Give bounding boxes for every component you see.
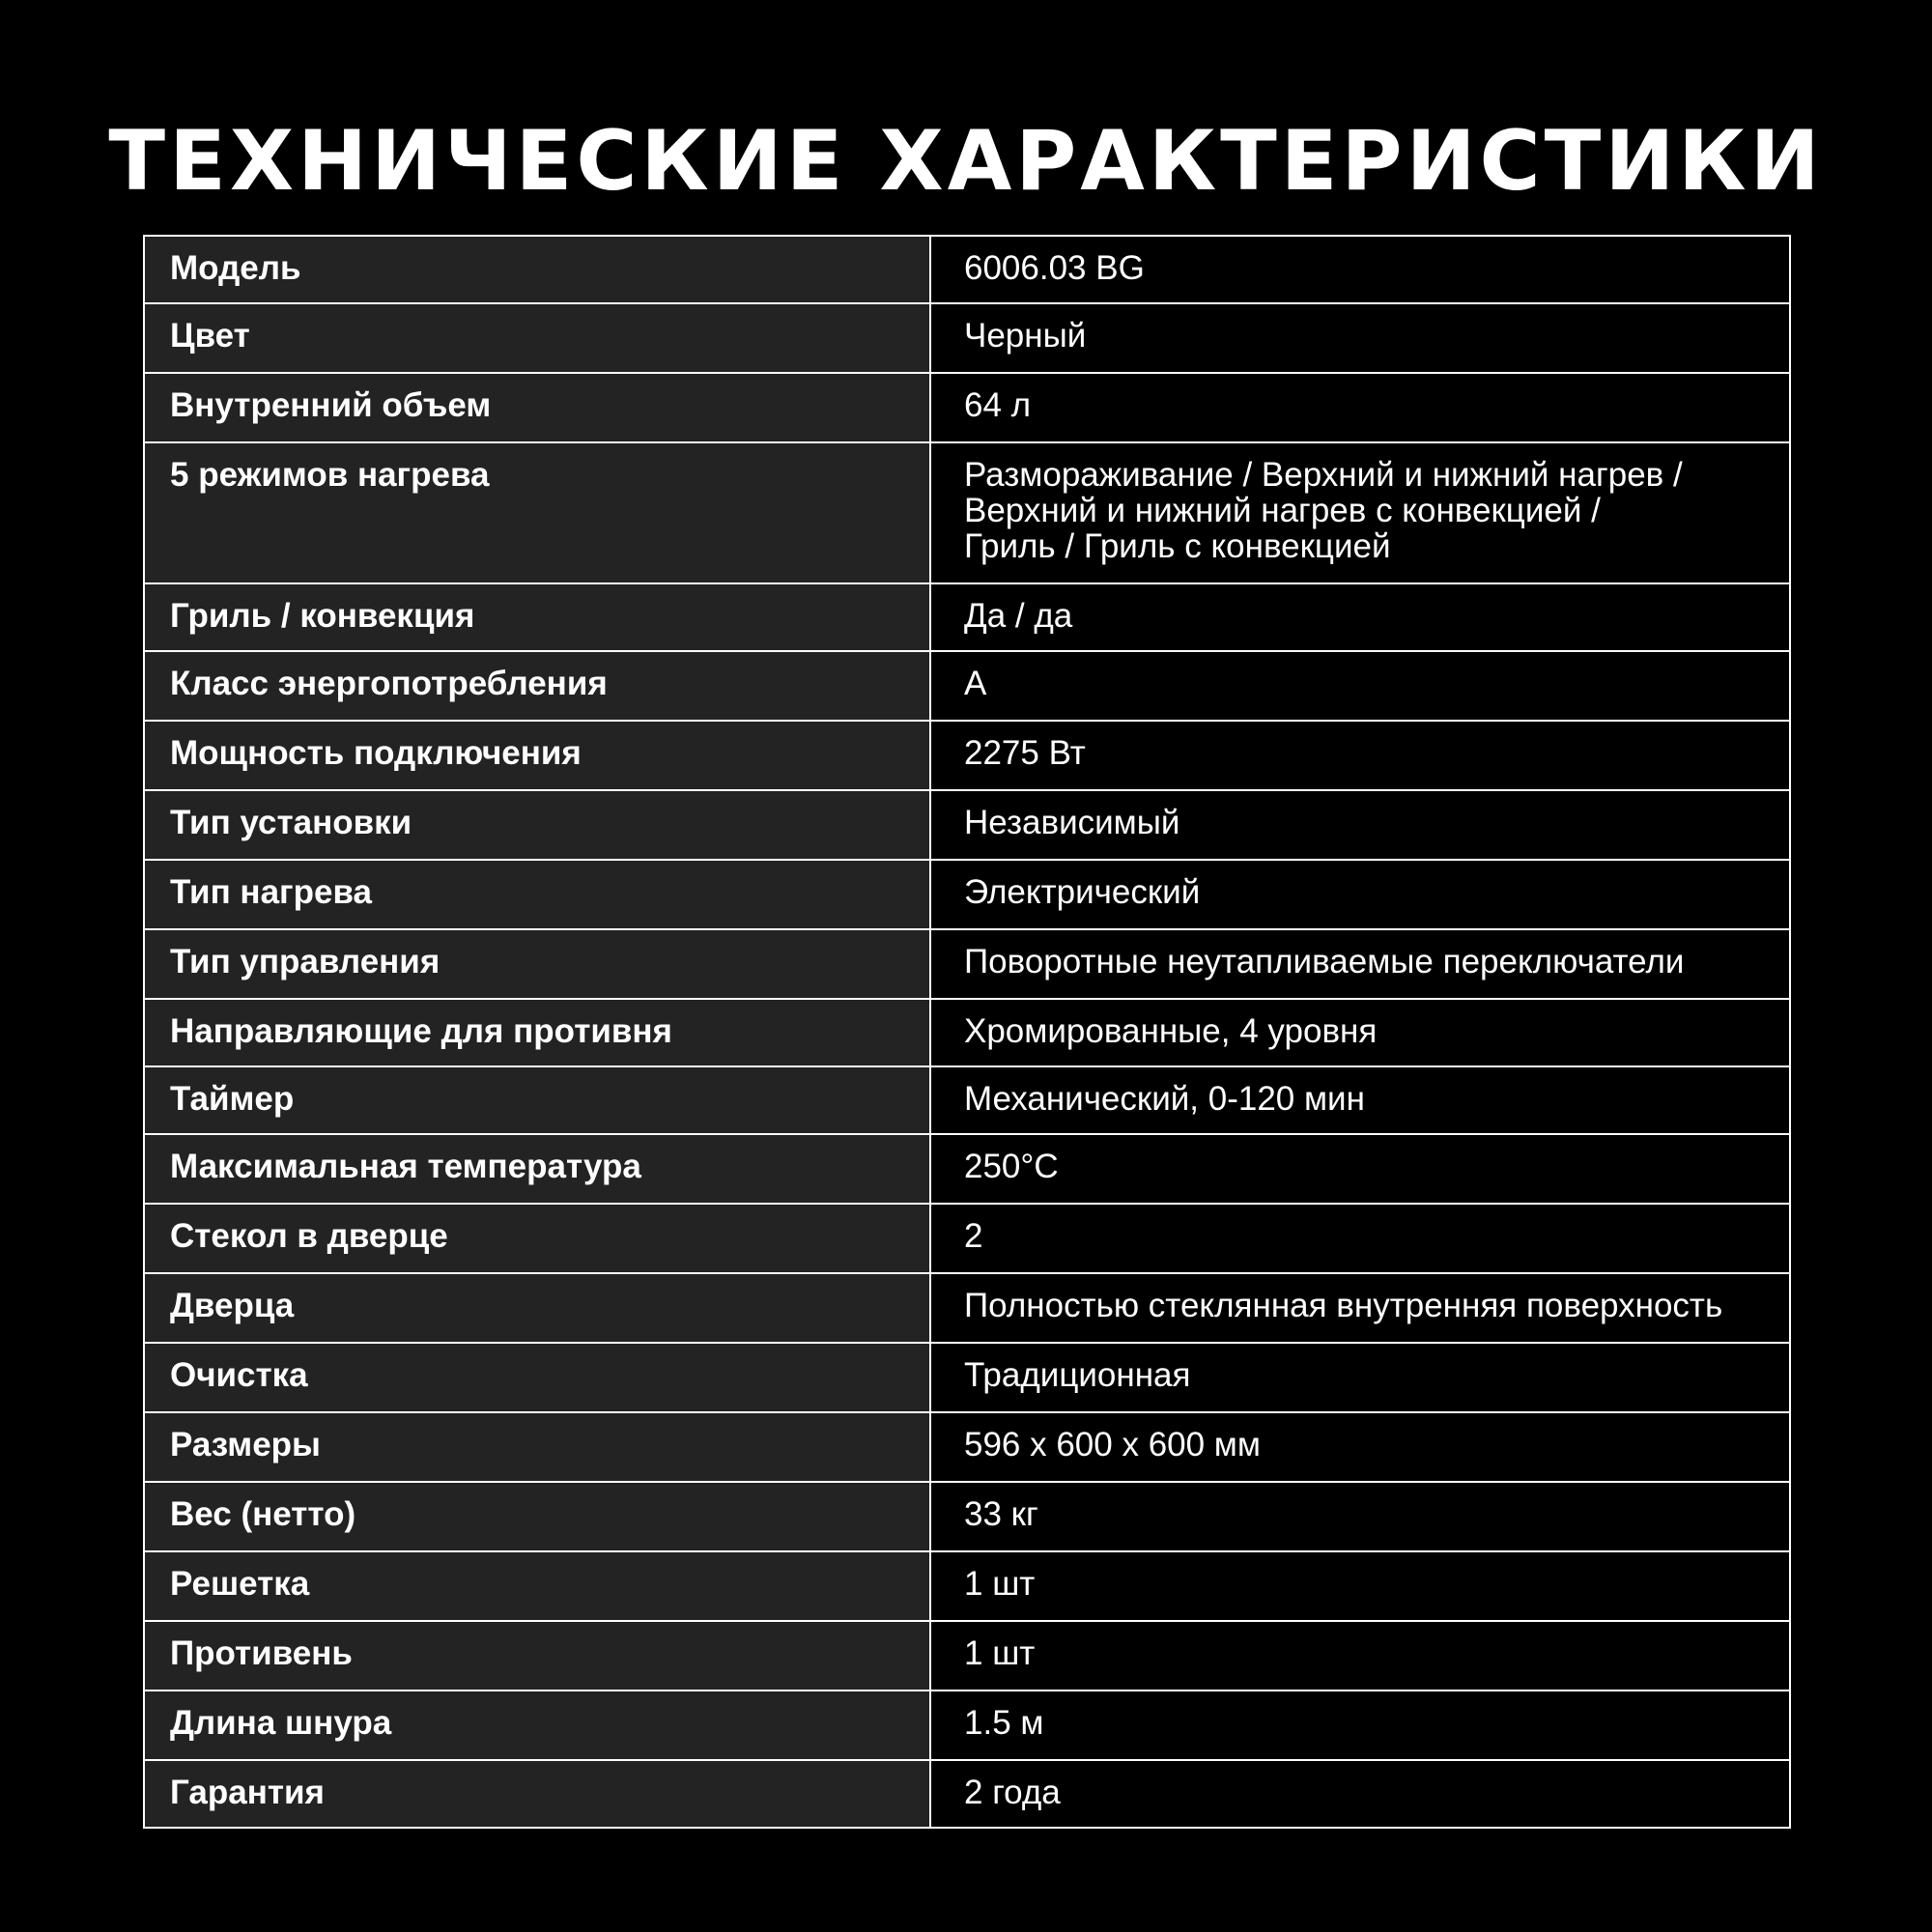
spec-value: 1 шт (930, 1551, 1790, 1621)
spec-label: Тип установки (144, 790, 930, 860)
spec-value: Традиционная (930, 1343, 1790, 1412)
spec-label: Таймер (144, 1066, 930, 1134)
page-title: ТЕХНИЧЕСКИЕ ХАРАКТЕРИСТИКИ (108, 113, 1824, 210)
spec-value: 1.5 м (930, 1690, 1790, 1760)
spec-value: Полностью стеклянная внутренняя поверхность (930, 1273, 1790, 1343)
spec-label: Цвет (144, 303, 930, 373)
spec-value: Поворотные неутапливаемые переключатели (930, 929, 1790, 999)
spec-label: Максимальная температура (144, 1134, 930, 1204)
spec-label: Дверца (144, 1273, 930, 1343)
spec-label: Противень (144, 1621, 930, 1690)
spec-value: А (930, 651, 1790, 721)
table-row (144, 1066, 1790, 1134)
spec-value-line: Верхний и нижний нагрев с конвекцией / (964, 492, 1601, 529)
spec-label: Стекол в дверце (144, 1204, 930, 1273)
spec-label: 5 режимов нагрева (144, 442, 930, 583)
spec-label: Размеры (144, 1412, 930, 1482)
table-row (144, 651, 1790, 721)
spec-label: Вес (нетто) (144, 1482, 930, 1551)
spec-value: Независимый (930, 790, 1790, 860)
spec-value: 33 кг (930, 1482, 1790, 1551)
spec-label: Внутренний объем (144, 373, 930, 442)
table-row (144, 1273, 1790, 1343)
spec-value: Механический, 0-120 мин (930, 1066, 1790, 1134)
spec-value: 2 года (930, 1760, 1790, 1828)
table-row (144, 1551, 1790, 1621)
table-row (144, 1204, 1790, 1273)
spec-value: Хромированные, 4 уровня (930, 999, 1790, 1066)
spec-label: Гарантия (144, 1760, 930, 1828)
spec-value-line: Размораживание / Верхний и нижний нагрев / (964, 456, 1683, 494)
spec-label: Направляющие для противня (144, 999, 930, 1066)
spec-value: 64 л (930, 373, 1790, 442)
spec-label: Очистка (144, 1343, 930, 1412)
spec-label: Модель (144, 236, 930, 303)
spec-value: 596 х 600 х 600 мм (930, 1412, 1790, 1482)
spec-label: Гриль / конвекция (144, 583, 930, 651)
spec-label: Длина шнура (144, 1690, 930, 1760)
spec-value (930, 442, 1790, 583)
spec-value: 250°C (930, 1134, 1790, 1204)
table-row (144, 373, 1790, 442)
spec-table (143, 235, 1791, 1829)
spec-value: Черный (930, 303, 1790, 373)
spec-label: Тип нагрева (144, 860, 930, 929)
spec-label: Решетка (144, 1551, 930, 1621)
spec-value-line: Гриль / Гриль с конвекцией (964, 527, 1391, 565)
table-row (144, 583, 1790, 651)
spec-value: Электрический (930, 860, 1790, 929)
table-row (144, 442, 1790, 583)
table-row (144, 1760, 1790, 1828)
table-row (144, 1343, 1790, 1412)
table-row (144, 790, 1790, 860)
table-row (144, 236, 1790, 303)
spec-value: 1 шт (930, 1621, 1790, 1690)
table-row (144, 1134, 1790, 1204)
spec-value: Да / да (930, 583, 1790, 651)
spec-value: 2275 Вт (930, 721, 1790, 790)
table-row (144, 1690, 1790, 1760)
spec-label: Мощность подключения (144, 721, 930, 790)
table-row (144, 860, 1790, 929)
table-row (144, 1412, 1790, 1482)
spec-value: 6006.03 BG (930, 236, 1790, 303)
table-row (144, 929, 1790, 999)
table-row (144, 721, 1790, 790)
table-row (144, 999, 1790, 1066)
table-row (144, 1482, 1790, 1551)
spec-label: Тип управления (144, 929, 930, 999)
table-row (144, 1621, 1790, 1690)
spec-value: 2 (930, 1204, 1790, 1273)
spec-label: Класс энергопотребления (144, 651, 930, 721)
table-row (144, 303, 1790, 373)
